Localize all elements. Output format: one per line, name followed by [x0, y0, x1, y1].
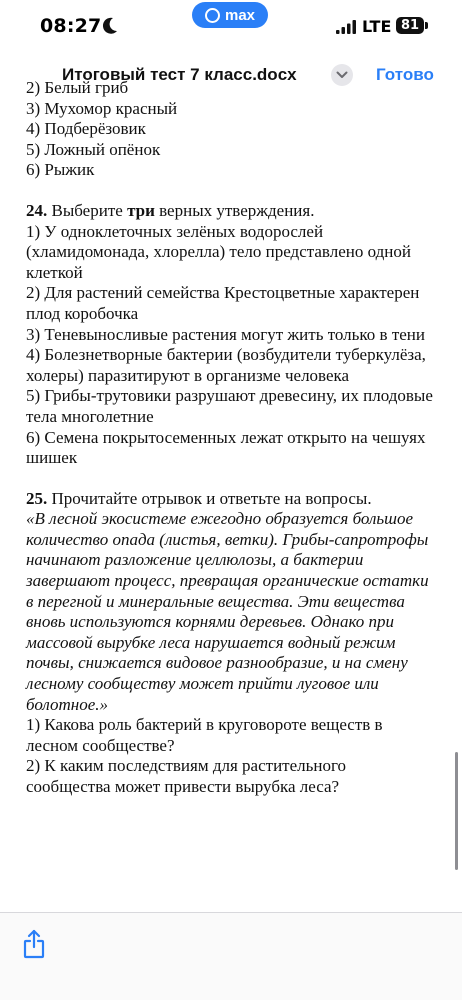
- battery-tip: [425, 22, 428, 29]
- passage-line: в перегной и минеральные вещества. Эти вещества: [26, 591, 405, 611]
- signal-icon: [336, 20, 356, 34]
- passage-line: завершают процесс, превращая органические остатки: [26, 571, 429, 591]
- max-logo-icon: [205, 8, 220, 23]
- doc-line: 5) Ложный опёнок: [26, 139, 161, 159]
- doc-line: 2) Белый гриб: [26, 78, 129, 97]
- done-button[interactable]: Готово: [376, 65, 434, 84]
- passage-line: почвы, снижается видовое разнообразие, и на смену: [26, 653, 408, 673]
- max-pill-label: max: [224, 6, 256, 24]
- doc-line: 4) Болезнетворные бактерии (возбудители туберкулёза,: [26, 345, 426, 365]
- doc-line: клеткой: [26, 262, 83, 282]
- passage-line: болотное.»: [26, 694, 109, 714]
- question-number: 25.: [26, 488, 48, 508]
- bottom-toolbar: [0, 912, 462, 1000]
- doc-line: 6) Семена покрытосеменных лежат открыто на чешуях: [26, 427, 426, 447]
- status-bar: [0, 0, 462, 56]
- question-25-heading: [26, 489, 456, 510]
- passage-line: «В лесной экосистеме ежегодно образуется большое: [26, 509, 414, 529]
- doc-line: лесном сообществе?: [26, 735, 175, 755]
- moon-icon: [102, 17, 118, 35]
- max-app-pill[interactable]: [192, 2, 268, 28]
- battery-level: 81: [400, 18, 420, 33]
- status-time: 08:27: [40, 15, 102, 37]
- doc-line: 1) У одноклеточных зелёных водорослей: [26, 221, 324, 241]
- doc-line: 2) Для растений семейства Крестоцветные характерен: [26, 283, 420, 303]
- question-text: Выберите: [51, 200, 123, 220]
- passage-line: начинают разложение целлюлозы, а бактерии: [26, 550, 364, 570]
- doc-line: 5) Грибы-трутовики разрушают древесину, их плодовые: [26, 386, 433, 406]
- passage-line: лесному сообществу может прийти луговое или: [26, 674, 379, 694]
- doc-line: холеры) паразитируют в организме человека: [26, 365, 350, 385]
- network-type: LTE: [362, 17, 392, 36]
- doc-line: плод коробочка: [26, 303, 139, 323]
- battery-icon: [396, 17, 424, 34]
- doc-line: тела многолетние: [26, 406, 154, 426]
- doc-line: 2) К каким последствиям для растительного: [26, 756, 347, 776]
- doc-line: 4) Подберёзовик: [26, 119, 146, 139]
- doc-line: шишек: [26, 448, 78, 468]
- doc-line: сообщества может привести вырубка леса?: [26, 777, 340, 796]
- passage-line: вновь используются корнями деревьев. Однако при: [26, 612, 395, 632]
- doc-line: 3) Теневыносливые растения могут жить только в тени: [26, 324, 426, 344]
- document-content[interactable]: [26, 78, 456, 908]
- share-icon[interactable]: [22, 929, 46, 959]
- question-24-heading: [26, 201, 456, 222]
- scroll-indicator[interactable]: [455, 752, 458, 870]
- passage-line: массовой вырубке леса нарушается водный режим: [26, 632, 396, 652]
- question-text: Прочитайте отрывок и ответьте на вопросы.: [51, 488, 372, 508]
- passage-line: количество опада (листья, ветки). Грибы-сапротрофы: [26, 529, 429, 549]
- doc-line: 1) Какова роль бактерий в круговороте веществ в: [26, 715, 383, 735]
- question-emphasis: три: [127, 200, 155, 220]
- question-number: 24.: [26, 200, 48, 220]
- doc-line: (хламидомонада, хлорелла) тело представлено одной: [26, 242, 411, 262]
- doc-line: 6) Рыжик: [26, 160, 95, 180]
- doc-line: 3) Мухомор красный: [26, 98, 178, 118]
- document-title[interactable]: Итоговый тест 7 класс.docx: [62, 65, 297, 84]
- question-text: верных утверждения.: [159, 200, 315, 220]
